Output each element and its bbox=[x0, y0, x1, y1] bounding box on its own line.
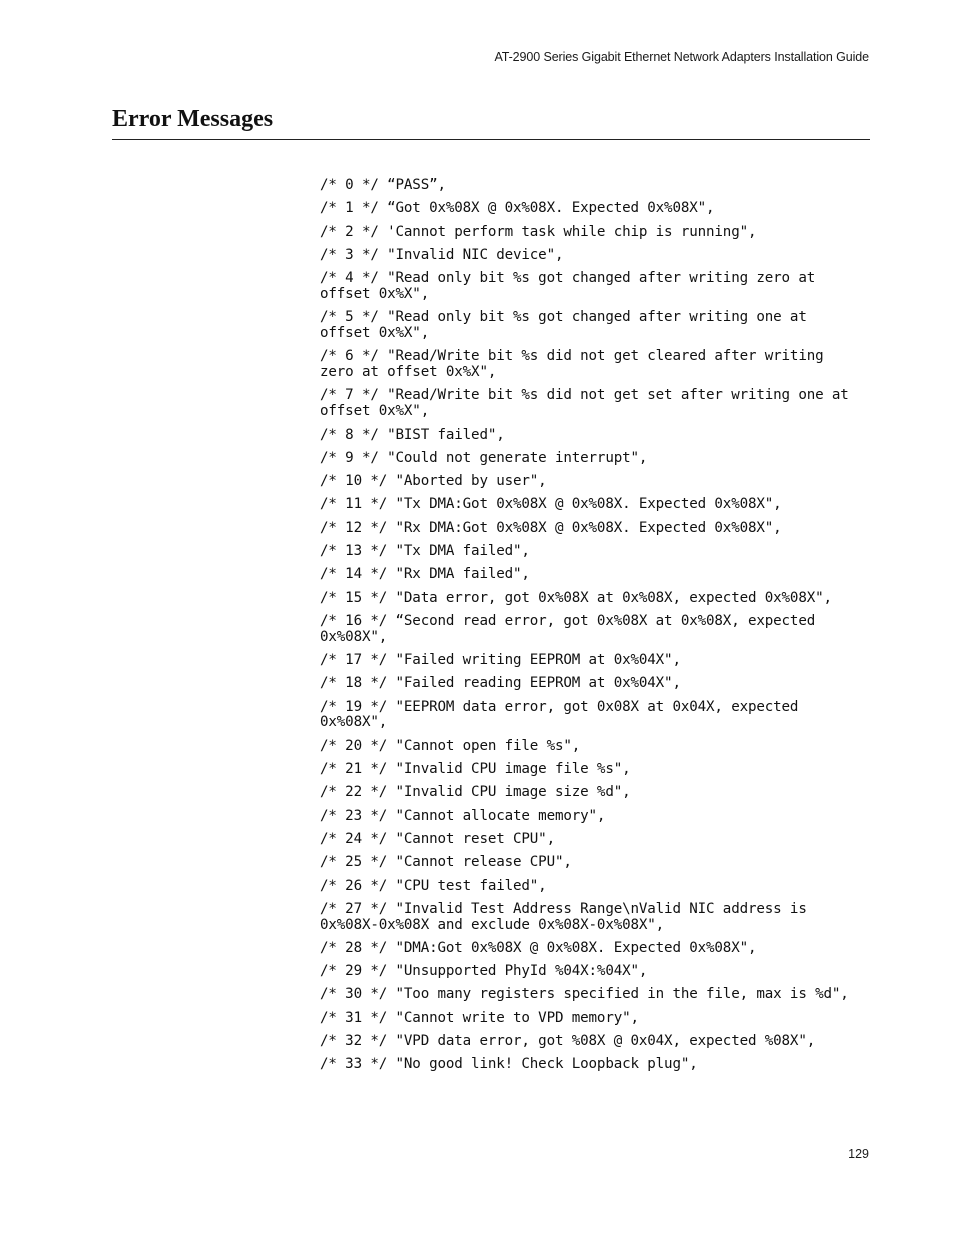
error-message-30: /* 30 */ "Too many registers specified in the file, max is %d", bbox=[320, 986, 849, 1003]
section-title: Error Messages bbox=[112, 106, 274, 132]
error-message-21: /* 21 */ "Invalid CPU image file %s", bbox=[320, 761, 631, 778]
title-rule bbox=[112, 139, 870, 140]
error-message-16: /* 16 */ “Second read error, got 0x%08X at 0x%08X, expected 0x%08X", bbox=[320, 612, 816, 645]
error-message-19: /* 19 */ "EEPROM data error, got 0x08X at 0x04X, expected 0x%08X", bbox=[320, 698, 799, 731]
error-message-list bbox=[320, 178, 865, 1081]
error-message-29: /* 29 */ "Unsupported PhyId %04X:%04X", bbox=[320, 963, 648, 980]
error-message-33: /* 33 */ "No good link! Check Loopback plug", bbox=[320, 1056, 698, 1073]
error-message-11: /* 11 */ "Tx DMA:Got 0x%08X @ 0x%08X. Expected 0x%08X", bbox=[320, 496, 782, 513]
error-message-23: /* 23 */ "Cannot allocate memory", bbox=[320, 807, 606, 824]
error-message-2: /* 2 */ 'Cannot perform task while chip is running", bbox=[320, 223, 757, 240]
error-message-31: /* 31 */ "Cannot write to VPD memory", bbox=[320, 1009, 639, 1026]
error-message-22: /* 22 */ "Invalid CPU image size %d", bbox=[320, 784, 631, 801]
error-message-26: /* 26 */ "CPU test failed", bbox=[320, 877, 547, 894]
error-message-4: /* 4 */ "Read only bit %s got changed after writing zero at offset 0x%X", bbox=[320, 270, 816, 302]
error-message-24: /* 24 */ "Cannot reset CPU", bbox=[320, 830, 555, 847]
error-message-0: /* 0 */ “PASS”, bbox=[320, 177, 446, 193]
error-message-28: /* 28 */ "DMA:Got 0x%08X @ 0x%08X. Expected 0x%08X", bbox=[320, 939, 757, 956]
error-message-8: /* 8 */ "BIST failed", bbox=[320, 426, 505, 443]
running-header: AT-2900 Series Gigabit Ethernet Network Adapters Installation Guide bbox=[494, 50, 869, 64]
error-message-32: /* 32 */ "VPD data error, got %08X @ 0x04X, expected %08X", bbox=[320, 1033, 816, 1050]
error-message-25: /* 25 */ "Cannot release CPU", bbox=[320, 854, 572, 871]
error-message-9: /* 9 */ "Could not generate interrupt", bbox=[320, 449, 648, 466]
error-message-18: /* 18 */ "Failed reading EEPROM at 0x%04X", bbox=[320, 675, 681, 692]
error-message-27: /* 27 */ "Invalid Test Address Range\nValid NIC address is 0x%08X-0x%08X and exclude 0x%08X-0x%08X", bbox=[320, 900, 807, 933]
page-number: 129 bbox=[848, 1147, 869, 1161]
error-message-1: /* 1 */ “Got 0x%08X @ 0x%08X. Expected 0x%08X", bbox=[320, 200, 715, 217]
error-message-20: /* 20 */ "Cannot open file %s", bbox=[320, 737, 581, 754]
error-message-15: /* 15 */ "Data error, got 0x%08X at 0x%08X, expected 0x%08X", bbox=[320, 589, 832, 606]
error-message-10: /* 10 */ "Aborted by user", bbox=[320, 473, 547, 490]
error-message-12: /* 12 */ "Rx DMA:Got 0x%08X @ 0x%08X. Expected 0x%08X", bbox=[320, 519, 782, 536]
error-message-7: /* 7 */ "Read/Write bit %s did not get set after writing one at offset 0x%X", bbox=[320, 387, 849, 420]
error-message-17: /* 17 */ "Failed writing EEPROM at 0x%04X", bbox=[320, 652, 681, 669]
error-message-3: /* 3 */ "Invalid NIC device", bbox=[320, 246, 564, 263]
error-message-5: /* 5 */ "Read only bit %s got changed after writing one at offset 0x%X", bbox=[320, 309, 807, 342]
error-message-6: /* 6 */ "Read/Write bit %s did not get cleared after writing zero at offset 0x%X", bbox=[320, 348, 824, 381]
error-message-13: /* 13 */ "Tx DMA failed", bbox=[320, 543, 530, 560]
error-message-14: /* 14 */ "Rx DMA failed", bbox=[320, 566, 530, 583]
